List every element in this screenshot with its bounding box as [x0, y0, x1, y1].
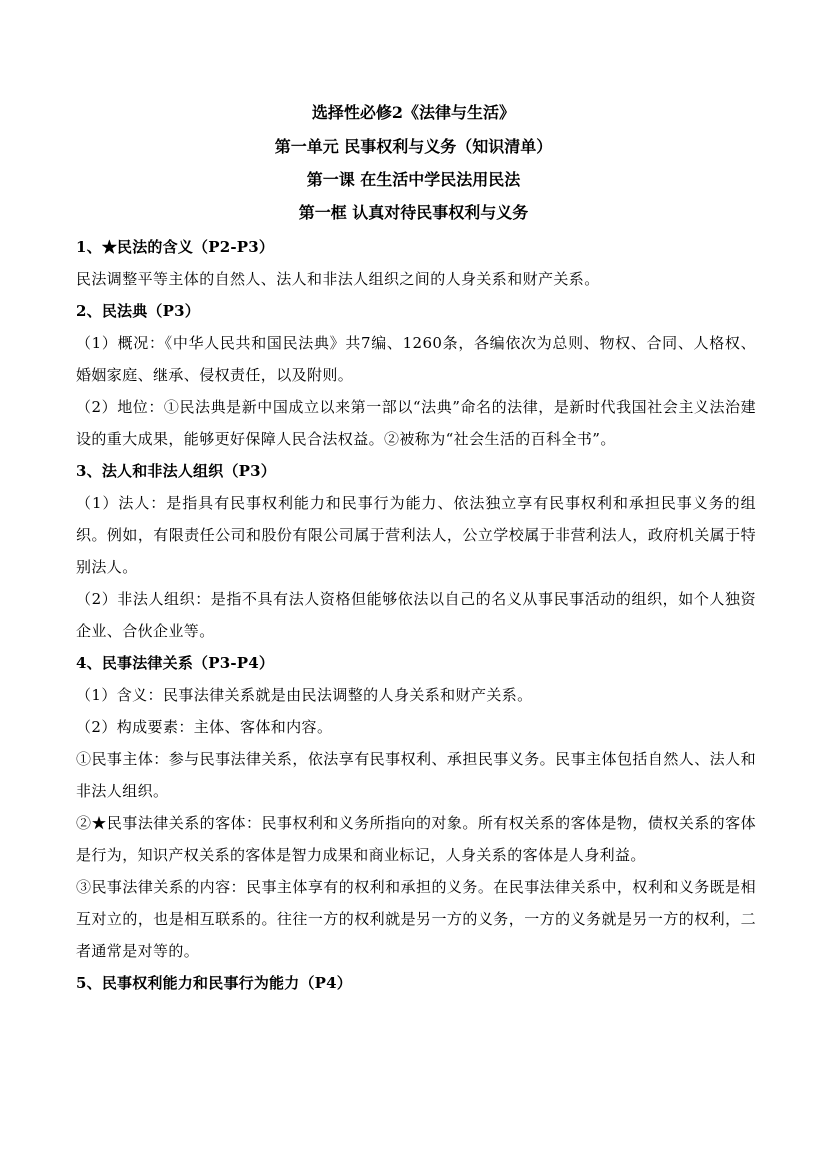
paragraph: ①民事主体：参与民事法律关系，依法享有民事权利、承担民事义务。民事主体包括自然人、法人和非法人组织。 — [76, 750, 756, 800]
section-heading: 2、民法典（P3） — [76, 302, 200, 320]
paragraph: （1）概况：《中华人民共和国民法典》共7编、1260条，各编依次为总则、物权、合同、人格权、婚姻家庭、继承、侵权责任，以及附则。 — [76, 334, 756, 384]
section-heading: 4、民事法律关系（P3-P4） — [76, 654, 275, 672]
frame-title: 第一框 认真对待民事权利与义务 — [298, 203, 529, 222]
paragraph: （1）含义：民事法律关系就是由民法调整的人身关系和财产关系。 — [76, 686, 533, 704]
paragraph: ②★民事法律关系的客体：民事权利和义务所指向的对象。所有权关系的客体是物，债权关系的客体是行为，知识产权关系的客体是智力成果和商业标记，人身关系的客体是人身利益。 — [76, 814, 756, 864]
paragraph: （1）法人：是指具有民事权利能力和民事行为能力、依法独立享有民事权利和承担民事义务的组织。例如，有限责任公司和股份有限公司属于营利法人，公立学校属于非营利法人，政府机关属于特别法人。 — [76, 494, 756, 576]
section-heading: 1、★民法的含义（P2-P3） — [76, 238, 275, 256]
paragraph: ③民事法律关系的内容：民事主体享有的权利和承担的义务。在民事法律关系中，权利和义务既是相互对立的，也是相互联系的。往往一方的权利就是另一方的义务，一方的义务就是另一方的权利，二者通常是对等的。 — [76, 878, 756, 960]
paragraph: （2）非法人组织：是指不具有法人资格但能够依法以自己的名义从事民事活动的组织，如个人独资企业、合伙企业等。 — [76, 590, 756, 640]
paragraph: 民法调整平等主体的自然人、法人和非法人组织之间的人身关系和财产关系。 — [76, 270, 600, 288]
document-body — [76, 231, 756, 999]
unit-title: 第一单元 民事权利与义务（知识清单） — [274, 137, 553, 156]
paragraph: （2）构成要素：主体、客体和内容。 — [76, 718, 333, 736]
section-heading: 5、民事权利能力和民事行为能力（P4） — [76, 974, 352, 992]
paragraph: （2）地位：①民法典是新中国成立以来第一部以“法典”命名的法律，是新时代我国社会主义法治建设的重大成果，能够更好保障人民合法权益。②被称为“社会生活的百科全书”。 — [76, 398, 756, 448]
lesson-title: 第一课 在生活中学民法用民法 — [306, 170, 521, 189]
section-heading: 3、法人和非法人组织（P3） — [76, 462, 276, 480]
course-title: 选择性必修2《法律与生活》 — [311, 103, 516, 122]
